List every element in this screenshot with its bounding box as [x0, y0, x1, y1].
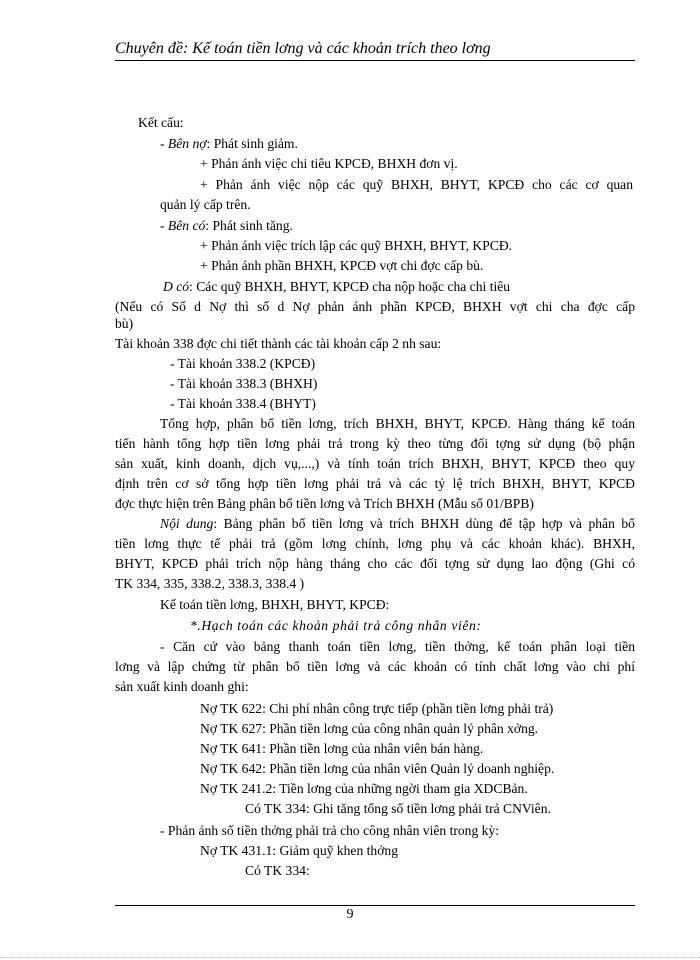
page-header: Chuyên đề: Kế toán tiền lơng và các khoản trích theo lơng: [115, 40, 491, 57]
tk3384-item: - Tài khoản 338.4 (BHYT): [170, 396, 316, 411]
page-number: 9: [346, 907, 354, 922]
cancu-line-3: sản xuất kinh doanh ghi:: [115, 679, 249, 694]
ben-co-line: [160, 217, 293, 235]
entry-no641: Nợ TK 641: Phần tiền lơng của nhân viên bán hàng.: [200, 741, 484, 756]
page-bottom-edge: [0, 957, 700, 958]
no-item-2b: quản lý cấp trên.: [160, 197, 251, 212]
cancu-line-2: lơng và lập chứng từ phân bổ tiền lơng và các khoản có tính chất lơng vào chi phí: [115, 659, 635, 674]
ben-co-label: - Bên có: [160, 218, 206, 233]
entry-no627: Nợ TK 627: Phần tiền lơng của công nhân quản lý phân xởng.: [200, 721, 539, 736]
du-co-line: [163, 278, 510, 296]
no-item-2a: + Phản ánh việc nộp các quỹ BHXH, BHYT, KPCĐ cho các cơ quan: [200, 177, 633, 192]
ketoan-heading: Kế toán tiền lơng, BHXH, BHYT, KPCĐ:: [160, 597, 390, 612]
entry-no622: Nợ TK 622: Chi phí nhân công trực tiếp (phần tiền lơng phải trả): [200, 701, 554, 716]
ket-cau-heading: Kết cấu:: [138, 115, 184, 130]
du-co-label: D có: [163, 279, 190, 294]
entry-no2412: Nợ TK 241.2: Tiền lơng của những ngời tham gia XDCBản.: [200, 781, 528, 796]
noidung-label: Nội dung: [160, 516, 214, 531]
co-item-1: + Phản ánh việc trích lập các quỹ BHXH, BHYT, KPCĐ.: [200, 238, 513, 253]
ben-co-text: : Phát sinh tăng.: [205, 218, 293, 233]
tk3383-item: - Tài khoản 338.3 (BHXH): [170, 376, 318, 391]
du-no-line-a: (Nếu có Số d Nợ thì số d Nợ phản ánh phần KPCĐ, BHXH vợt chi cha đợc cấp: [115, 299, 635, 314]
tk338-intro: Tài khoản 338 đợc chi tiết thành các tài khoản cấp 2 nh sau:: [115, 336, 442, 351]
tonghop-line-4: định trên cơ sở tổng hợp tiền lơng phải trả và các tỷ lệ trích BHXH, BHYT, KPCĐ: [115, 476, 635, 491]
noidung-text: : Bảng phân bổ tiền lơng và trích BHXH dùng để tập hợp và phân bổ: [213, 516, 635, 531]
co-item-2: + Phản ánh phần BHXH, KPCĐ vợt chi đợc cấp bù.: [200, 258, 484, 273]
tonghop-line-5: đợc thực hiện trên Bảng phân bổ tiền lơng và Trích BHXH (Mẫu số 01/BPB): [115, 496, 534, 511]
ben-no-label: - Bên nợ: [160, 136, 207, 151]
du-co-text: : Các quỹ BHXH, BHYT, KPCĐ cha nộp hoặc cha chi tiêu: [189, 279, 511, 294]
noidung-line-1: [160, 515, 635, 533]
ben-no-line: [160, 135, 298, 153]
phananh-thuong: - Phản ánh số tiền thởng phải trả cho công nhân viên trong kỳ:: [160, 823, 500, 838]
footer-rule: [115, 905, 635, 906]
tonghop-line-2: tiến hành tổng hợp tiền lơng phải trả trong kỳ theo từng đối tợng sử dụng (bộ phận: [115, 436, 635, 451]
ben-no-text: : Phát sinh giảm.: [206, 136, 298, 151]
cancu-line-1: - Căn cứ vào bảng thanh toán tiền lơng, tiền thởng, kế toán phân loại tiền: [160, 639, 635, 654]
entry-co334-b: Có TK 334:: [245, 863, 310, 878]
entry-co334-a: Có TK 334: Ghi tăng tổng số tiền lơng phải trả CNViên.: [245, 801, 551, 816]
noidung-line-2: tiền lơng thực tế phải trả (gồm lơng chính, lơng phụ và các khoản khác). BHXH,: [115, 536, 635, 551]
tonghop-line-3: sản xuất, kinh doanh, dịch vụ,...,) và tính toán trích BHXH, BHYT, KPCĐ theo quy: [115, 456, 635, 471]
tonghop-line-1: Tổng hợp, phân bổ tiền lơng, trích BHXH, BHYT, KPCĐ. Hàng tháng kế toán: [160, 416, 635, 431]
entry-no642: Nợ TK 642: Phần tiền lơng của nhân viên Quản lý doanh nghiệp.: [200, 761, 555, 776]
entry-no4311: Nợ TK 431.1: Giảm quỹ khen thởng: [200, 843, 399, 858]
noidung-line-3: BHYT, KPCĐ phải trích nộp hàng tháng cho các đối tợng sử dụng lao động (Ghi có: [115, 556, 635, 571]
hachtoan-heading: *.Hạch toán các khoản phải trả công nhân viên:: [190, 618, 482, 633]
header-rule: [115, 60, 635, 61]
tk3382-item: - Tài khoản 338.2 (KPCĐ): [170, 356, 316, 371]
du-no-line-b: bù): [115, 316, 134, 331]
no-item-1: + Phản ánh việc chi tiêu KPCĐ, BHXH đơn vị.: [200, 156, 458, 171]
noidung-line-4: TK 334, 335, 338.2, 338.3, 338.4 ): [115, 576, 305, 591]
